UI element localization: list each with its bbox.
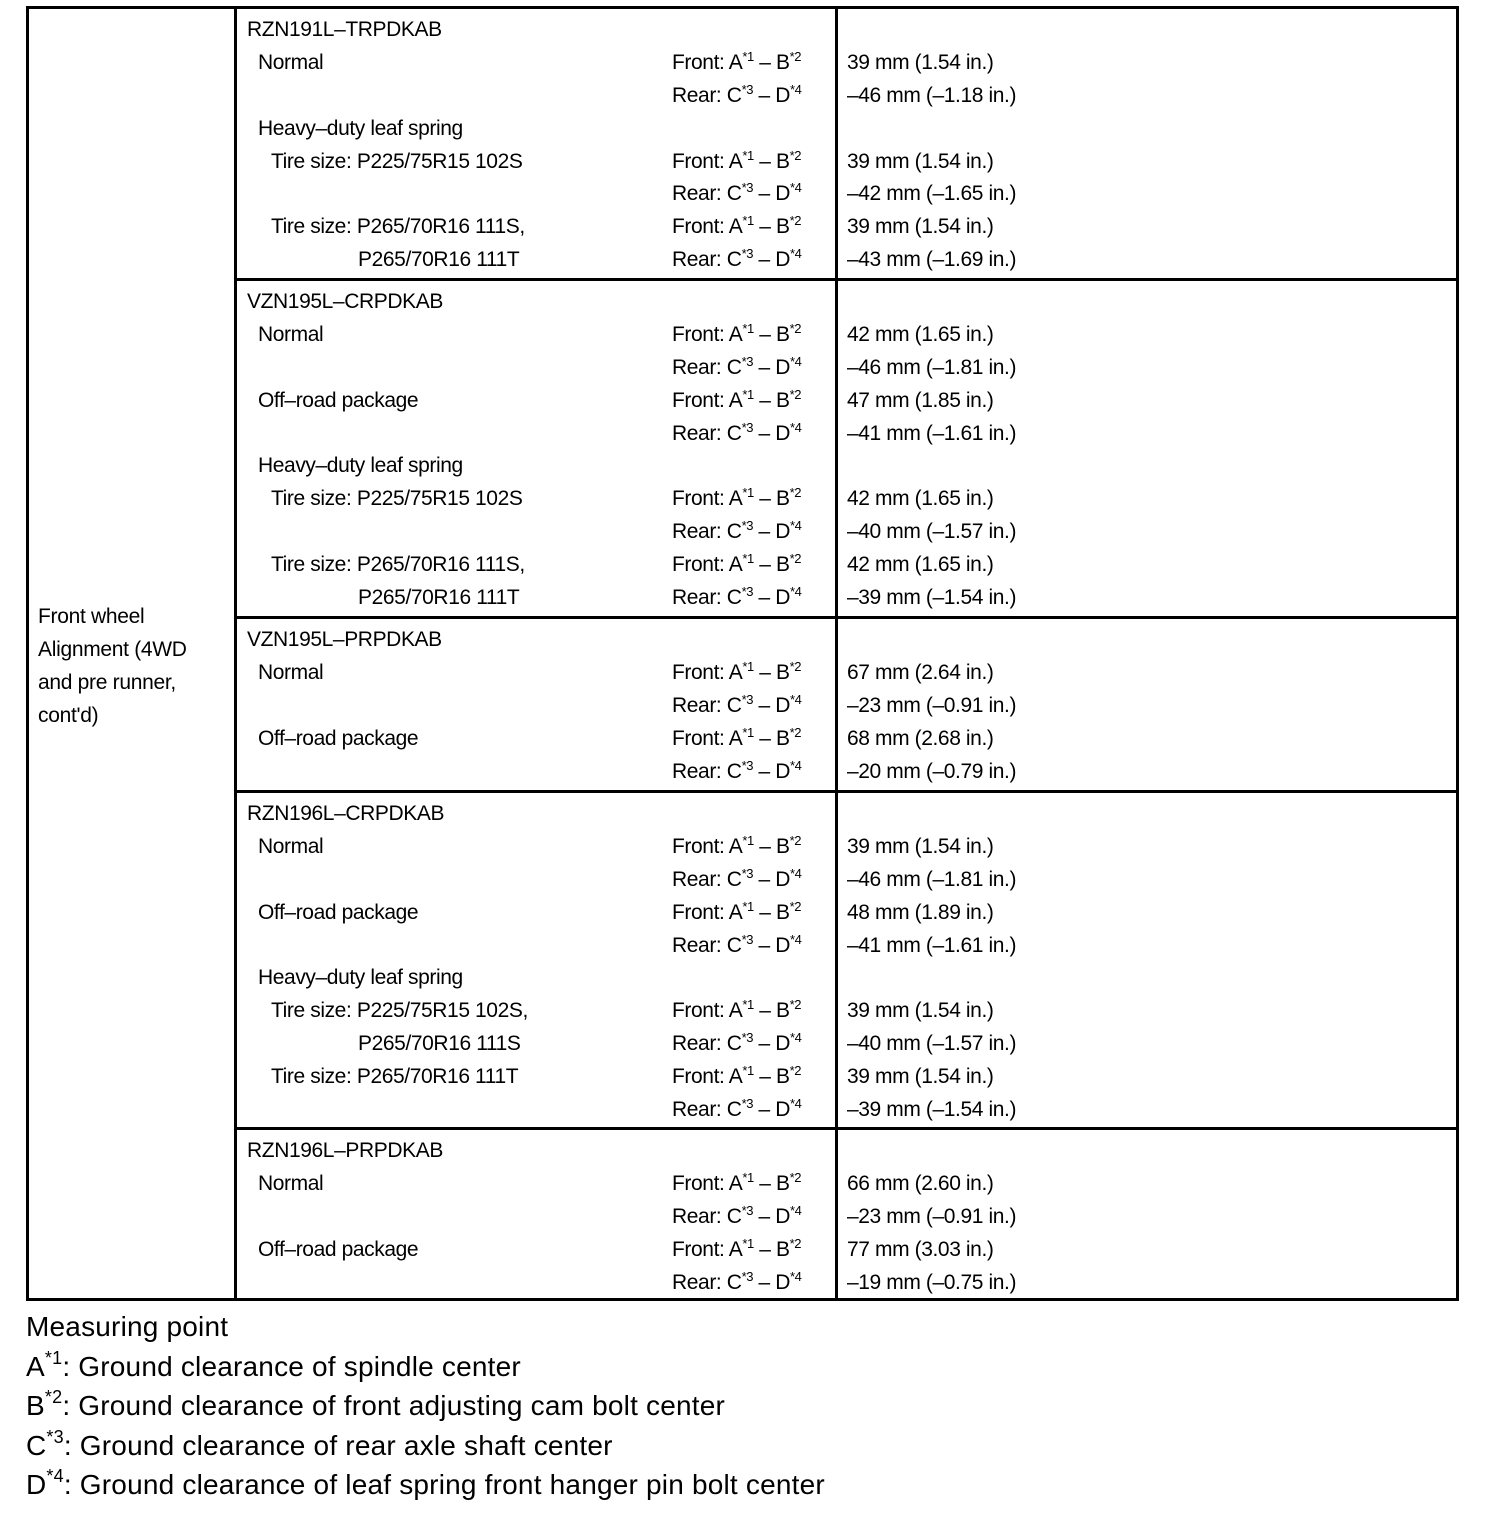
- model-row: [237, 16, 1456, 49]
- rear-position-label: Rear: $C^{*3} - D^{*4}$: [672, 584, 802, 610]
- footnote-marker: *2: [789, 485, 802, 501]
- clearance-value: 47 mm (1.85 in.): [847, 388, 994, 412]
- condition-label: P265/70R16 111T: [358, 248, 520, 272]
- footnote-marker: *2: [789, 147, 802, 163]
- front-position-label: Front: $A^{*1} - B^{*2}$: [672, 320, 802, 346]
- footnote-marker: *1: [742, 48, 754, 64]
- spec-row: [237, 1096, 1456, 1129]
- spec-row: [237, 725, 1456, 758]
- clearance-value: –20 mm (–0.79 in.): [847, 759, 1017, 783]
- spec-row: [237, 964, 1456, 997]
- footnote-marker: *2: [789, 832, 802, 848]
- footnote-marker: *4: [789, 584, 802, 600]
- category-label-line: Front wheel: [38, 605, 145, 628]
- footnote-marker: *4: [789, 1030, 802, 1046]
- spec-row: [237, 485, 1456, 518]
- footnote-marker: *1: [742, 213, 754, 229]
- clearance-value: 39 mm (1.54 in.): [847, 1065, 994, 1089]
- spec-row: [237, 518, 1456, 551]
- footnote-marker: *3: [741, 1096, 754, 1112]
- spec-row: [237, 115, 1456, 148]
- rear-position-label: Rear: $C^{*3} - D^{*4}$: [672, 1030, 802, 1056]
- rear-position-label: Rear: $C^{*3} - D^{*4}$: [672, 81, 802, 107]
- spec-row: [237, 387, 1456, 420]
- footnote-marker: *3: [741, 1268, 754, 1284]
- clearance-value: 66 mm (2.60 in.): [847, 1171, 994, 1195]
- clearance-value: –41 mm (–1.61 in.): [847, 421, 1017, 445]
- model-section: [237, 281, 1456, 619]
- footnote-marker: *3: [741, 691, 754, 707]
- front-position-label: Front: $A^{*1} - B^{*2}$: [672, 724, 802, 750]
- clearance-value: 39 mm (1.54 in.): [847, 834, 994, 858]
- measuring-point-legend: [26, 1307, 825, 1505]
- clearance-value: –23 mm (–0.91 in.): [847, 1204, 1017, 1228]
- footnote-marker: *1: [742, 147, 754, 163]
- model-row: [237, 288, 1456, 321]
- spec-row: [237, 899, 1456, 932]
- footnote-marker: *1: [742, 997, 754, 1013]
- clearance-value: –46 mm (–1.81 in.): [847, 355, 1017, 379]
- rear-position-label: Rear: $C^{*3} - D^{*4}$: [672, 1096, 802, 1122]
- footnote-marker: *3: [741, 353, 754, 369]
- front-position-label: Front: $A^{*1} - B^{*2}$: [672, 658, 802, 684]
- clearance-value: 42 mm (1.65 in.): [847, 487, 994, 511]
- model-section: [237, 9, 1456, 281]
- model-section: [237, 619, 1456, 793]
- footnote-marker: *4: [789, 1202, 802, 1218]
- rear-position-label: Rear: $C^{*3} - D^{*4}$: [672, 518, 802, 544]
- front-position-label: Front: $A^{*1} - B^{*2}$: [672, 213, 802, 239]
- spec-row: [237, 833, 1456, 866]
- condition-label: P265/70R16 111S: [358, 1032, 521, 1056]
- footnote-marker: *2: [789, 213, 802, 229]
- clearance-value: –23 mm (–0.91 in.): [847, 693, 1017, 717]
- clearance-value: –46 mm (–1.18 in.): [847, 83, 1017, 107]
- footnote-marker: *2: [789, 1169, 802, 1185]
- spec-row: [237, 1170, 1456, 1203]
- footnote-marker: *4: [789, 81, 802, 97]
- spec-row: [237, 452, 1456, 485]
- rear-position-label: Rear: $C^{*3} - D^{*4}$: [672, 1202, 802, 1228]
- spec-row: [237, 866, 1456, 899]
- footnote-marker: *1: [742, 832, 754, 848]
- footnote-marker: *4: [789, 180, 802, 196]
- spec-row: [237, 997, 1456, 1030]
- clearance-value: –46 mm (–1.81 in.): [847, 867, 1017, 891]
- category-label: [38, 600, 228, 732]
- footnote-marker: *4: [789, 353, 802, 369]
- front-position-label: Front: $A^{*1} - B^{*2}$: [672, 147, 802, 173]
- footnote-marker: *2: [789, 898, 802, 914]
- spec-row: [237, 354, 1456, 387]
- clearance-value: 77 mm (3.03 in.): [847, 1237, 994, 1261]
- condition-label: Tire size: P265/70R16 111S,: [271, 553, 525, 577]
- model-code: RZN191L–TRPDKAB: [247, 18, 442, 41]
- spec-row: [237, 1030, 1456, 1063]
- front-position-label: Front: $A^{*1} - B^{*2}$: [672, 832, 802, 858]
- model-code: VZN195L–CRPDKAB: [247, 290, 443, 313]
- clearance-value: –41 mm (–1.61 in.): [847, 933, 1017, 957]
- spec-row: [237, 1203, 1456, 1236]
- model-section: [237, 1130, 1456, 1301]
- footnote-marker: *4: [789, 691, 802, 707]
- condition-label: Normal: [258, 322, 324, 346]
- spec-row: [237, 692, 1456, 725]
- front-position-label: Front: $A^{*1} - B^{*2}$: [672, 898, 802, 924]
- rear-position-label: Rear: $C^{*3} - D^{*4}$: [672, 865, 802, 891]
- clearance-value: 42 mm (1.65 in.): [847, 322, 994, 346]
- clearance-value: –39 mm (–1.54 in.): [847, 1098, 1017, 1122]
- front-position-label: Front: $A^{*1} - B^{*2}$: [672, 1235, 802, 1261]
- spec-sections: [237, 9, 1456, 1298]
- category-label-line: Alignment (4WD: [38, 638, 187, 661]
- footnote-marker: *3: [46, 1426, 64, 1447]
- condition-label: Normal: [258, 834, 324, 858]
- category-label-line: and pre runner,: [38, 671, 176, 694]
- front-position-label: Front: $A^{*1} - B^{*2}$: [672, 485, 802, 511]
- footnote-marker: *1: [742, 485, 754, 501]
- condition-label: Heavy–duty leaf spring: [258, 454, 463, 478]
- condition-label: Normal: [258, 50, 324, 74]
- spec-row: [237, 420, 1456, 453]
- model-code: RZN196L–CRPDKAB: [247, 802, 445, 825]
- footnote-marker: *4: [789, 419, 802, 435]
- footnote-marker: *1: [742, 658, 754, 674]
- footnote-marker: *3: [741, 1030, 754, 1046]
- footnote-marker: *2: [789, 658, 802, 674]
- footnote-marker: *2: [789, 320, 802, 336]
- condition-label: Off–road package: [258, 1237, 419, 1261]
- footnote-marker: *3: [741, 757, 754, 773]
- rear-position-label: Rear: $C^{*3} - D^{*4}$: [672, 180, 802, 206]
- model-row: [237, 1137, 1456, 1170]
- clearance-value: 39 mm (1.54 in.): [847, 149, 994, 173]
- clearance-value: –43 mm (–1.69 in.): [847, 248, 1017, 272]
- footnote-marker: *1: [742, 724, 754, 740]
- front-position-label: Front: $A^{*1} - B^{*2}$: [672, 1063, 802, 1089]
- clearance-value: 67 mm (2.64 in.): [847, 660, 994, 684]
- clearance-value: –19 mm (–0.75 in.): [847, 1270, 1017, 1294]
- clearance-value: –39 mm (–1.54 in.): [847, 586, 1017, 610]
- rear-position-label: Rear: $C^{*3} - D^{*4}$: [672, 246, 802, 272]
- condition-label: P265/70R16 111T: [358, 586, 520, 610]
- footnote-marker: *4: [789, 1268, 802, 1284]
- footnote-marker: *2: [789, 1063, 802, 1079]
- legend-item: $C^{*3}$: Ground clearance of rear axle shaft center: [26, 1426, 613, 1461]
- footnote-marker: *1: [742, 1235, 754, 1251]
- footnote-marker: *2: [789, 48, 802, 64]
- spec-row: [237, 584, 1456, 617]
- footnote-marker: *4: [46, 1466, 64, 1486]
- spec-row: [237, 321, 1456, 354]
- footnote-marker: *3: [741, 1202, 754, 1218]
- condition-label: Tire size: P265/70R16 111T: [271, 1065, 519, 1089]
- footnote-marker: *2: [789, 1235, 802, 1251]
- condition-label: Heavy–duty leaf spring: [258, 116, 463, 140]
- footnote-marker: *2: [789, 551, 802, 567]
- footnote-marker: *1: [742, 1063, 754, 1079]
- rear-position-label: Rear: $C^{*3} - D^{*4}$: [672, 419, 802, 445]
- clearance-value: 39 mm (1.54 in.): [847, 999, 994, 1023]
- footnote-marker: *2: [789, 997, 802, 1013]
- footnote-marker: *1: [742, 898, 754, 914]
- spec-row: [237, 49, 1456, 82]
- footnote-marker: *2: [789, 386, 802, 402]
- condition-label: Tire size: P225/75R15 102S: [271, 149, 523, 173]
- footnote-marker: *1: [742, 320, 754, 336]
- spec-row: [237, 1236, 1456, 1269]
- clearance-value: 48 mm (1.89 in.): [847, 900, 994, 924]
- footnote-marker: *3: [741, 180, 754, 196]
- legend-item: $A^{*1}$: Ground clearance of spindle center: [26, 1347, 521, 1382]
- model-section: [237, 793, 1456, 1130]
- rear-position-label: Rear: $C^{*3} - D^{*4}$: [672, 353, 802, 379]
- clearance-value: –40 mm (–1.57 in.): [847, 1032, 1017, 1056]
- footnote-marker: *3: [741, 419, 754, 435]
- condition-label: Off–road package: [258, 388, 419, 412]
- footnote-marker: *3: [741, 931, 754, 947]
- clearance-value: 39 mm (1.54 in.): [847, 50, 994, 74]
- footnote-marker: *2: [789, 724, 802, 740]
- footnote-marker: *3: [741, 865, 754, 881]
- rear-position-label: Rear: $C^{*3} - D^{*4}$: [672, 757, 802, 783]
- condition-label: Off–road package: [258, 726, 419, 750]
- spec-row: [237, 180, 1456, 213]
- spec-row: [237, 213, 1456, 246]
- condition-label: Tire size: P265/70R16 111S,: [271, 215, 525, 239]
- model-code: VZN195L–PRPDKAB: [247, 628, 442, 651]
- condition-label: Off–road package: [258, 900, 419, 924]
- front-position-label: Front: $A^{*1} - B^{*2}$: [672, 551, 802, 577]
- footnote-marker: *1: [742, 551, 754, 567]
- footnote-marker: *3: [741, 584, 754, 600]
- clearance-value: 42 mm (1.65 in.): [847, 553, 994, 577]
- spec-row: [237, 148, 1456, 181]
- spec-row: [237, 659, 1456, 692]
- clearance-value: –42 mm (–1.65 in.): [847, 182, 1017, 206]
- footnote-marker: *1: [44, 1347, 63, 1368]
- spec-row: [237, 246, 1456, 279]
- footnote-marker: *2: [44, 1387, 63, 1407]
- model-code: RZN196L–PRPDKAB: [247, 1139, 443, 1162]
- spec-row: [237, 551, 1456, 584]
- clearance-value: 39 mm (1.54 in.): [847, 215, 994, 239]
- front-position-label: Front: $A^{*1} - B^{*2}$: [672, 48, 802, 74]
- front-position-label: Front: $A^{*1} - B^{*2}$: [672, 997, 802, 1023]
- front-position-label: Front: $A^{*1} - B^{*2}$: [672, 1169, 802, 1195]
- footnote-marker: *1: [742, 1169, 754, 1185]
- footnote-marker: *4: [789, 1096, 802, 1112]
- condition-label: Tire size: P225/75R15 102S,: [271, 999, 528, 1023]
- footnote-marker: *4: [789, 518, 802, 534]
- footnote-marker: *3: [741, 246, 754, 262]
- condition-label: Normal: [258, 1171, 324, 1195]
- rear-position-label: Rear: $C^{*3} - D^{*4}$: [672, 931, 802, 957]
- footnote-marker: *4: [789, 931, 802, 947]
- spec-row: [237, 758, 1456, 791]
- clearance-value: –40 mm (–1.57 in.): [847, 520, 1017, 544]
- model-row: [237, 800, 1456, 833]
- spec-table: [26, 6, 1459, 1301]
- condition-label: Heavy–duty leaf spring: [258, 966, 463, 990]
- category-column: [29, 9, 237, 1298]
- spec-row: [237, 1063, 1456, 1096]
- condition-label: Normal: [258, 660, 324, 684]
- footnote-marker: *3: [741, 518, 754, 534]
- footnote-marker: *4: [789, 246, 802, 262]
- model-row: [237, 626, 1456, 659]
- spec-row: [237, 1269, 1456, 1302]
- footnote-marker: *4: [789, 865, 802, 881]
- footnote-marker: *1: [742, 386, 754, 402]
- condition-label: Tire size: P225/75R15 102S: [271, 487, 523, 511]
- clearance-value: 68 mm (2.68 in.): [847, 726, 994, 750]
- spec-row: [237, 82, 1456, 115]
- legend-item: $D^{*4}$: Ground clearance of leaf spring front hanger pin bolt center: [26, 1466, 825, 1500]
- legend-item: $B^{*2}$: Ground clearance of front adjusting cam bolt center: [26, 1387, 726, 1421]
- spec-row: [237, 932, 1456, 965]
- legend-title: Measuring point: [26, 1311, 229, 1342]
- footnote-marker: *4: [789, 757, 802, 773]
- footnote-marker: *3: [741, 81, 754, 97]
- rear-position-label: Rear: $C^{*3} - D^{*4}$: [672, 1268, 802, 1294]
- rear-position-label: Rear: $C^{*3} - D^{*4}$: [672, 691, 802, 717]
- front-position-label: Front: $A^{*1} - B^{*2}$: [672, 386, 802, 412]
- category-label-line: cont'd): [38, 704, 99, 727]
